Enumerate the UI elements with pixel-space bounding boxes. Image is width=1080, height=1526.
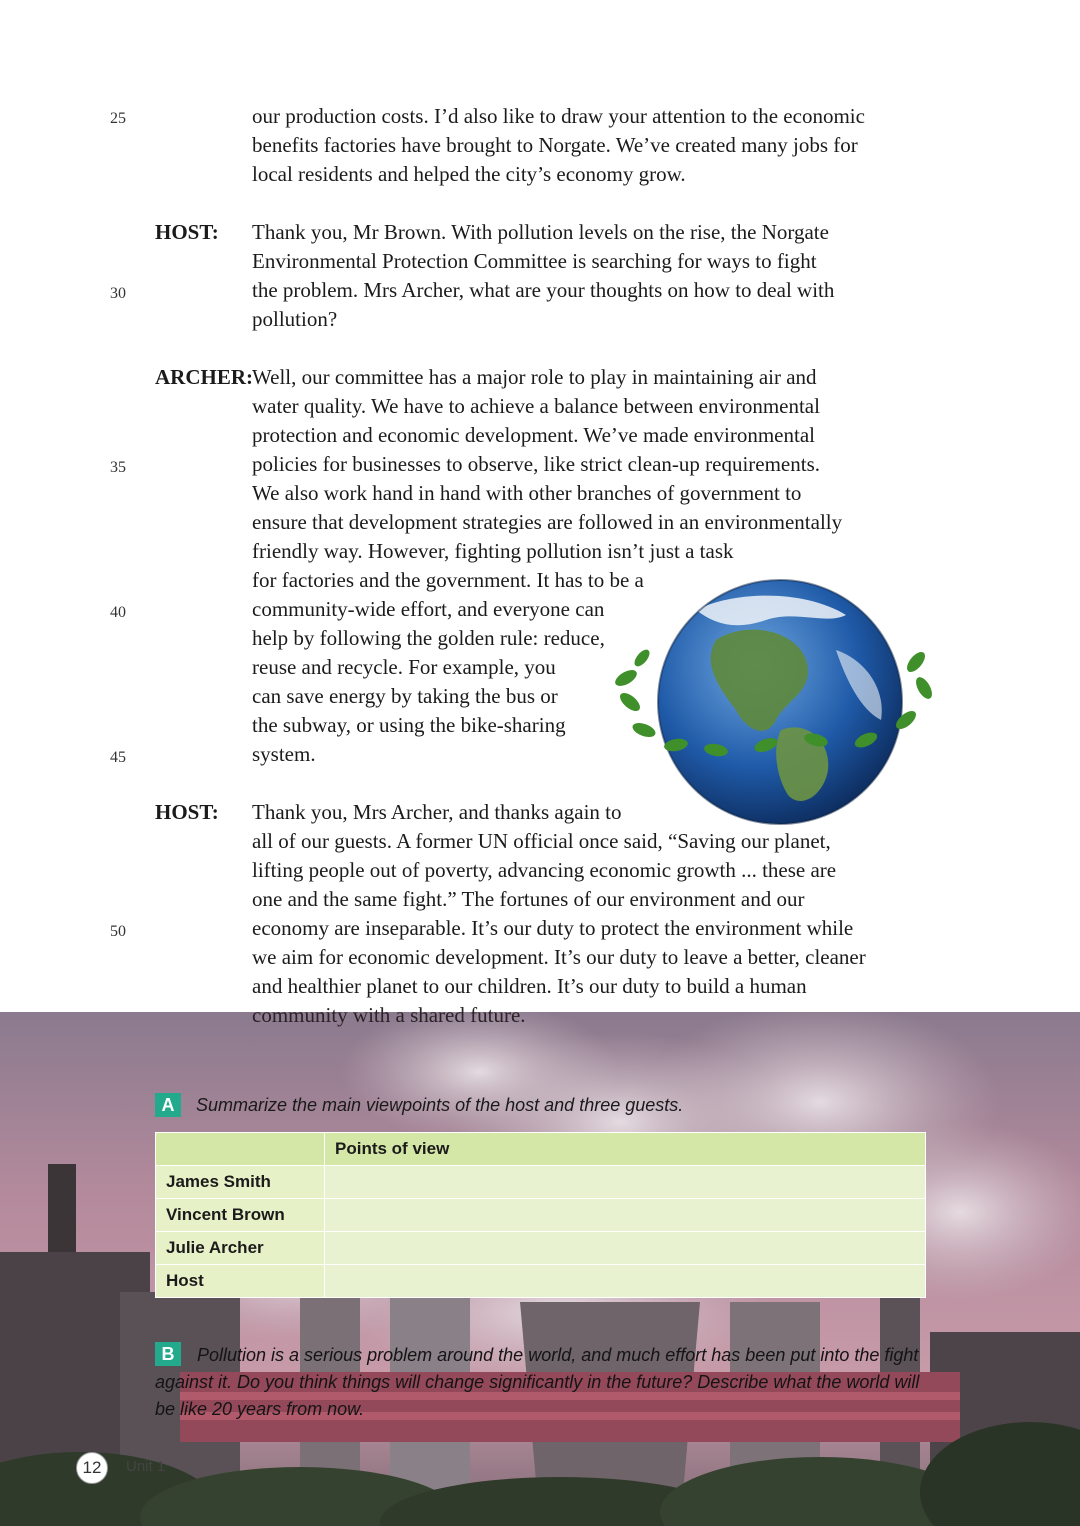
text-line: and healthier planet to our children. It’s our duty to build a human (252, 974, 807, 998)
text-line: community-wide effort, and everyone can (252, 597, 605, 621)
text-line: we aim for economic development. It’s our duty to leave a better, cleaner (252, 945, 866, 969)
unit-label: Unit 1 (126, 1458, 166, 1475)
answer-cell[interactable] (325, 1199, 926, 1232)
text-line: lifting people out of poverty, advancing economic growth ... these are (252, 858, 837, 882)
exercise-b-prompt: Pollution is a serious problem around the world, and much effort has been put into the fight against it. Do you think things will change significantly in the future? Describe what the world will be like 20 years from now. (155, 1345, 920, 1419)
text-line: Thank you, Mrs Archer, and thanks again to (252, 800, 622, 824)
table-corner-cell (156, 1133, 325, 1166)
text-line: community with a shared future. (252, 1003, 526, 1027)
column-header: Points of view (325, 1133, 926, 1166)
text-line: help by following the golden rule: reduce, (252, 626, 605, 650)
line-number: 25 (110, 110, 126, 127)
text-line: water quality. We have to achieve a balance between environmental (252, 394, 820, 418)
text-line: economy are inseparable. It’s our duty to protect the environment while (252, 916, 854, 940)
text-line: pollution? (252, 307, 338, 331)
text-line: benefits factories have brought to Norgate. We’ve created many jobs for (252, 133, 858, 157)
text-line: our production costs. I’d also like to draw your attention to the economic (252, 104, 865, 128)
line-number: 40 (110, 604, 126, 621)
text-line: system. (252, 742, 316, 766)
exercise-b-label: B (155, 1342, 181, 1366)
row-label: Julie Archer (156, 1232, 325, 1265)
text-line: Thank you, Mr Brown. With pollution levels on the rise, the Norgate (252, 220, 829, 244)
table-row (156, 1265, 926, 1298)
row-label: Vincent Brown (156, 1199, 325, 1232)
earth-globe-illustration (606, 570, 946, 830)
text-line: Well, our committee has a major role to play in maintaining air and (252, 365, 817, 389)
text-line: all of our guests. A former UN official once said, “Saving our planet, (252, 829, 831, 853)
exercise-a-label: A (155, 1093, 181, 1117)
table-row (156, 1232, 926, 1265)
text-line: We also work hand in hand with other branches of government to (252, 481, 802, 505)
text-line: friendly way. However, fighting pollution isn’t just a task (252, 539, 734, 563)
table-row (156, 1166, 926, 1199)
text-line: can save energy by taking the bus or (252, 684, 558, 708)
row-label: Host (156, 1265, 325, 1298)
answer-cell[interactable] (325, 1166, 926, 1199)
table-header-row (156, 1133, 926, 1166)
table-row (156, 1199, 926, 1232)
line-number: 45 (110, 749, 126, 766)
points-of-view-table (155, 1132, 926, 1298)
text-line: the problem. Mrs Archer, what are your thoughts on how to deal with (252, 278, 835, 302)
line-number: 50 (110, 923, 126, 940)
text-line: policies for businesses to observe, like strict clean-up requirements. (252, 452, 821, 476)
speaker-label: HOST: (155, 800, 219, 824)
answer-cell[interactable] (325, 1265, 926, 1298)
text-line: ensure that development strategies are followed in an environmentally (252, 510, 843, 534)
line-number: 35 (110, 459, 126, 476)
text-line: Environmental Protection Committee is searching for ways to fight (252, 249, 817, 273)
text-line: the subway, or using the bike-sharing (252, 713, 566, 737)
speaker-label: HOST: (155, 220, 219, 244)
page-number: 12 (76, 1452, 108, 1484)
text-line: local residents and helped the city’s economy grow. (252, 162, 686, 186)
text-line: one and the same fight.” The fortunes of our environment and our (252, 887, 805, 911)
exercise-a-instruction: Summarize the main viewpoints of the host and three guests. (196, 1095, 684, 1115)
text-line: for factories and the government. It has to be a (252, 568, 644, 592)
text-line: reuse and recycle. For example, you (252, 655, 556, 679)
line-number: 30 (110, 285, 126, 302)
answer-cell[interactable] (325, 1232, 926, 1265)
speaker-label: ARCHER: (155, 365, 253, 389)
row-label: James Smith (156, 1166, 325, 1199)
text-line: protection and economic development. We’ve made environmental (252, 423, 815, 447)
